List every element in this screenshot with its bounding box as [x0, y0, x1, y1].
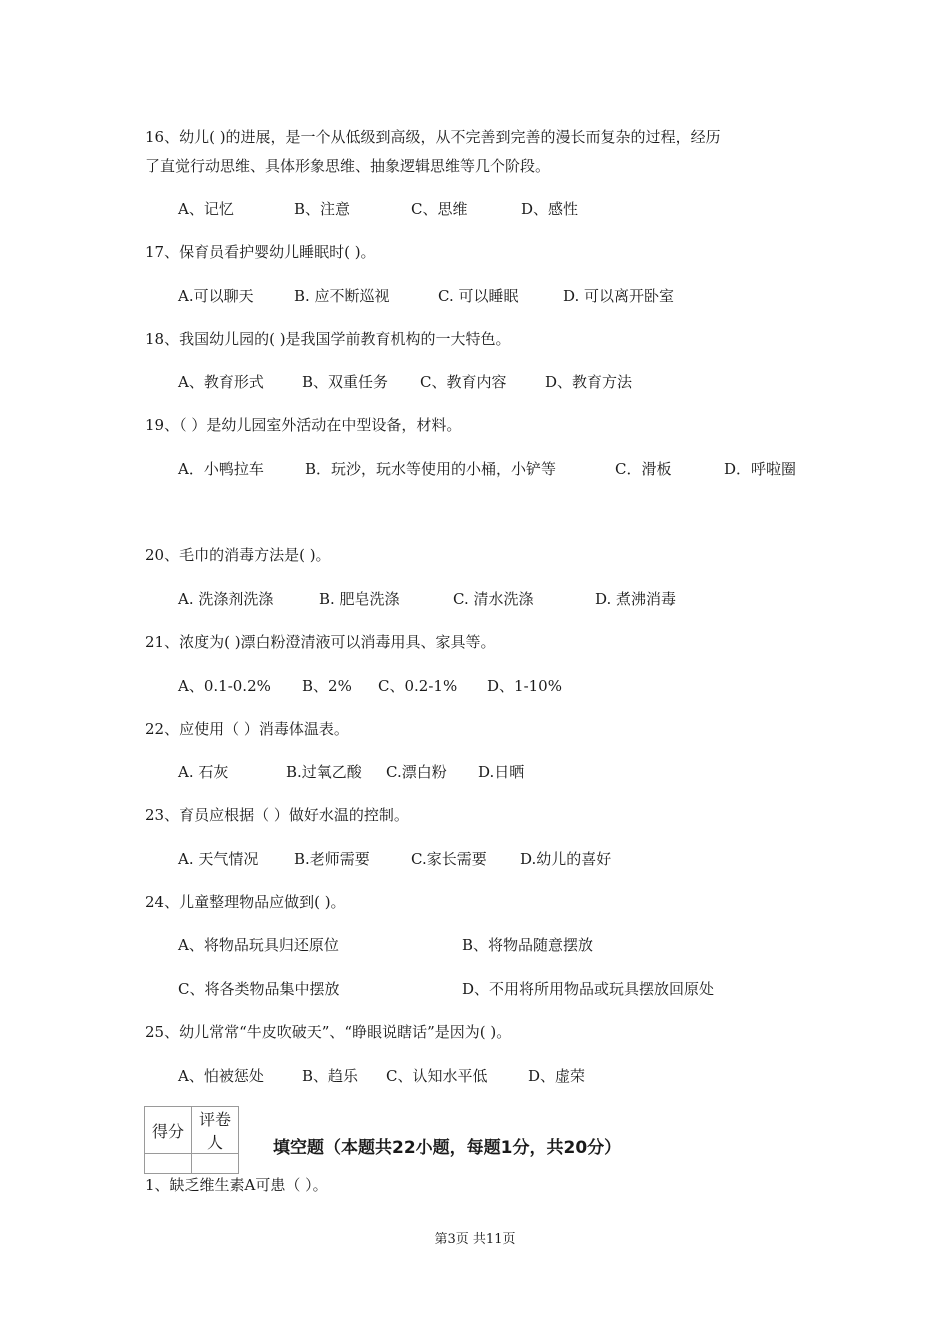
question-24-option-d: D、不用将所用物品或玩具摆放回原处 [462, 980, 715, 998]
question-23-option-c: C.家长需要 [411, 850, 487, 868]
question-17-option-b: B. 应不断巡视 [294, 287, 390, 305]
question-22-option-d: D.日晒 [478, 763, 525, 781]
question-16-option-b: B、注意 [294, 200, 351, 218]
question-24-option-b: B、将物品随意摆放 [462, 936, 594, 954]
question-22-option-a: A. 石灰 [178, 763, 229, 781]
question-16-line-2: 了直觉行动思维、具体形象思维、抽象逻辑思维等几个阶段。 [145, 157, 551, 175]
question-19-line-1: 19、（ ）是幼儿园室外活动在中型设备，材料。 [145, 416, 462, 434]
question-18-option-c: C、教育内容 [420, 373, 507, 391]
question-18-option-a: A、教育形式 [178, 373, 264, 391]
question-24-option-c: C、将各类物品集中摆放 [178, 980, 340, 998]
question-19-option-a: A．小鸭拉车 [178, 460, 264, 478]
question-17-line-1: 17、保育员看护婴幼儿睡眠时( )。 [145, 243, 376, 261]
question-16-option-a: A、记忆 [178, 200, 234, 218]
question-18-option-d: D、教育方法 [545, 373, 633, 391]
question-16-option-c: C、思维 [411, 200, 468, 218]
question-20-option-b: B. 肥皂洗涤 [319, 590, 400, 608]
question-23-line-1: 23、育员应根据（ ）做好水温的控制。 [145, 806, 409, 824]
section-title: 填空题（本题共22小题，每题1分，共20分） [273, 1138, 622, 1158]
question-24-line-1: 24、儿童整理物品应做到( )。 [145, 893, 346, 911]
question-22-option-c: C.漂白粉 [386, 763, 447, 781]
question-23-option-a: A. 天气情况 [178, 850, 259, 868]
score-table [144, 1106, 239, 1174]
question-20-option-c: C. 清水洗涤 [453, 590, 534, 608]
question-18-line-1: 18、我国幼儿园的( )是我国学前教育机构的一大特色。 [145, 330, 511, 348]
page-footer: 第3页 共11页 [434, 1232, 516, 1247]
question-16-line-1: 16、幼儿( )的进展，是一个从低级到高级，从不完善到完善的漫长而复杂的过程，经历 [145, 128, 721, 146]
grader-cell [192, 1154, 239, 1174]
question-22-option-b: B.过氧乙酸 [286, 763, 362, 781]
question-21-option-d: D、1-10% [487, 677, 562, 695]
question-25-line-1: 25、幼儿常常“牛皮吹破天”、“睁眼说瞎话”是因为( )。 [145, 1023, 512, 1041]
question-25-option-a: A、怕被惩处 [178, 1067, 264, 1085]
question-23-option-d: D.幼儿的喜好 [520, 850, 612, 868]
question-24-option-a: A、将物品玩具归还原位 [178, 936, 339, 954]
question-23-option-b: B.老师需要 [294, 850, 370, 868]
grader-label: 评卷人 [192, 1107, 239, 1154]
score-cell [145, 1154, 192, 1174]
question-17-option-a: A.可以聊天 [178, 287, 254, 305]
question-25-option-b: B、趋乐 [302, 1067, 359, 1085]
fill-question-1: 1、缺乏维生素A可患（ ）。 [145, 1176, 328, 1194]
question-19-option-d: D．呼啦圈 [724, 460, 797, 478]
question-17-option-c: C. 可以睡眠 [438, 287, 519, 305]
score-label: 得分 [145, 1107, 192, 1154]
question-16-option-d: D、感性 [521, 200, 579, 218]
question-20-option-a: A. 洗涤剂洗涤 [178, 590, 274, 608]
question-19-option-b: B．玩沙，玩水等使用的小桶，小铲等 [305, 460, 557, 478]
question-20-line-1: 20、毛巾的消毒方法是( )。 [145, 546, 331, 564]
question-19-option-c: C．滑板 [615, 460, 672, 478]
question-21-option-a: A、0.1-0.2% [178, 677, 271, 695]
question-21-option-c: C、0.2-1% [378, 677, 458, 695]
question-17-option-d: D. 可以离开卧室 [563, 287, 675, 305]
question-18-option-b: B、双重任务 [302, 373, 389, 391]
question-22-line-1: 22、应使用（ ）消毒体温表。 [145, 720, 349, 738]
question-25-option-d: D、虚荣 [528, 1067, 586, 1085]
question-21-option-b: B、2% [302, 677, 352, 695]
question-20-option-d: D. 煮沸消毒 [595, 590, 677, 608]
question-21-line-1: 21、浓度为( )漂白粉澄清液可以消毒用具、家具等。 [145, 633, 496, 651]
question-25-option-c: C、认知水平低 [386, 1067, 488, 1085]
